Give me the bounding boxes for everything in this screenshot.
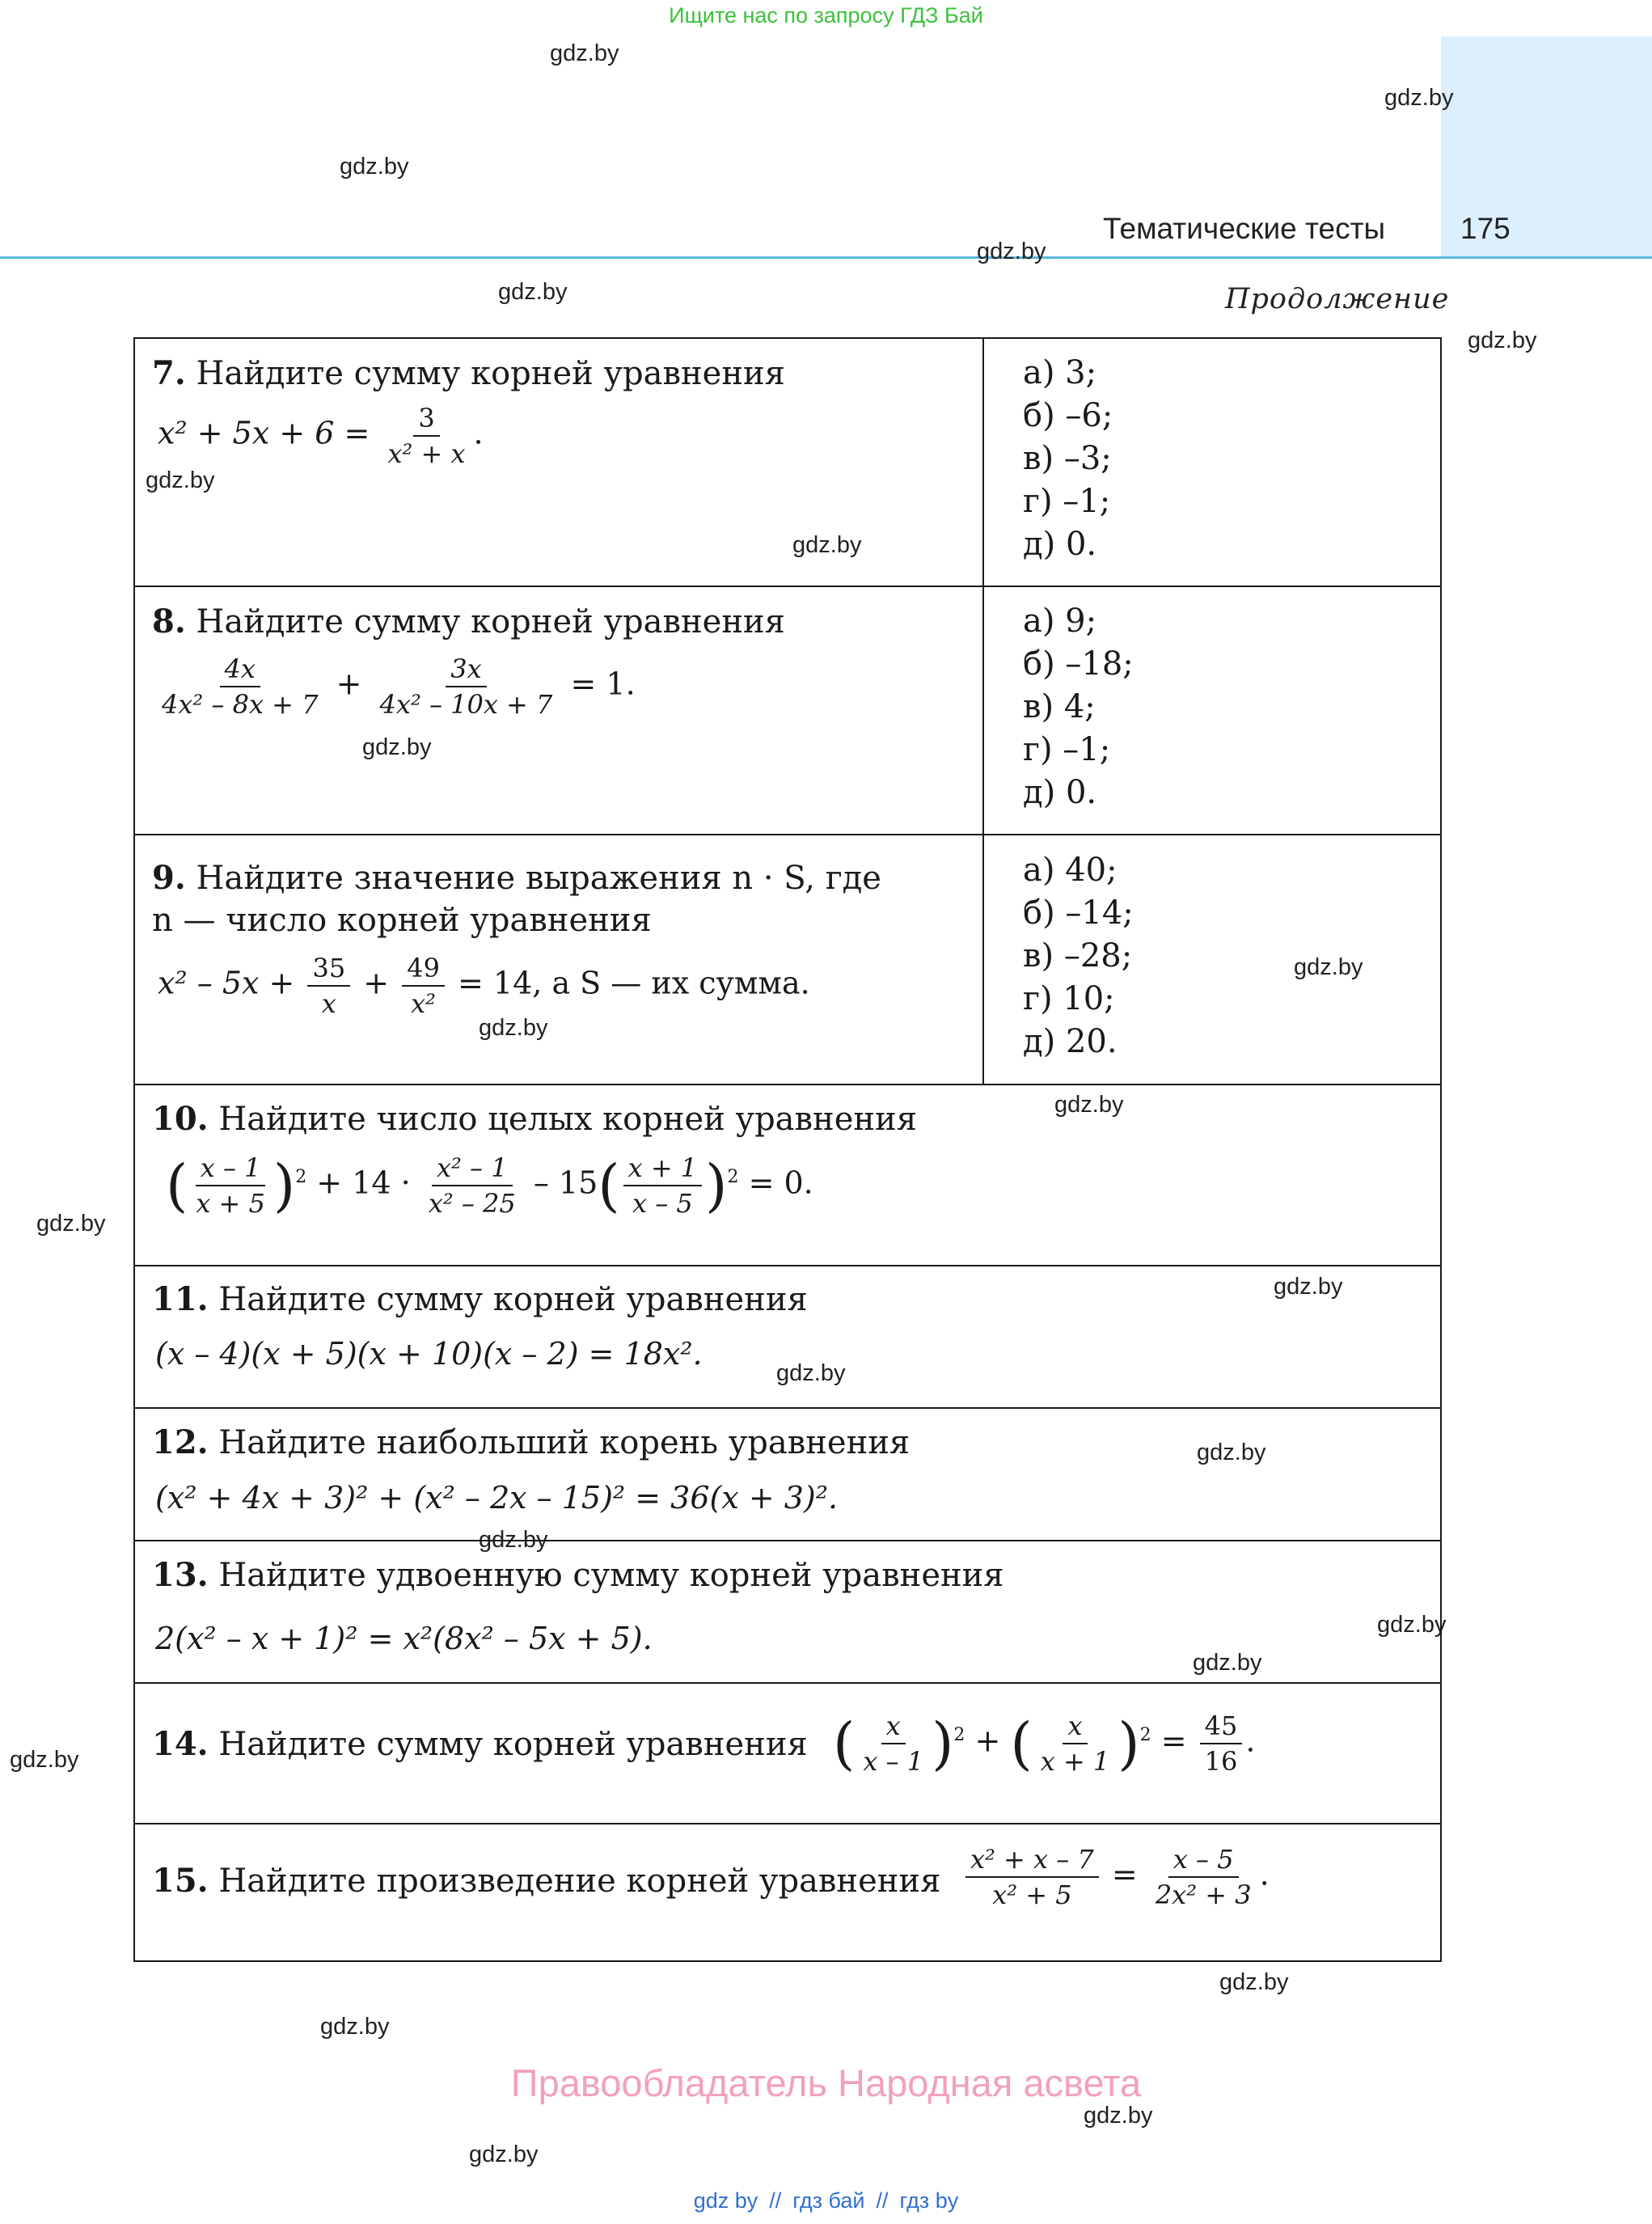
section-title: Тематические тесты (1103, 212, 1386, 245)
q8-numerator-1: 4x (220, 653, 260, 687)
q10-fraction-1 (191, 1152, 270, 1219)
q9-answer-e[interactable]: д) 20. (1023, 1023, 1118, 1060)
q9-answer-list (1023, 849, 1134, 1063)
q14-eq-end: . (1245, 1723, 1256, 1759)
watermark: gdz.by (1468, 328, 1537, 353)
watermark: gdz.by (10, 1747, 79, 1773)
q8-answer-b[interactable]: б) –18; (1023, 645, 1134, 683)
q11-text: Найдите сумму корней уравнения (218, 1281, 808, 1318)
watermark: gdz.by (469, 2142, 539, 2167)
q7-numerator: 3 (413, 403, 439, 437)
q10-eq-end: = 0. (748, 1165, 813, 1201)
header-rule (0, 256, 1652, 259)
q10-denominator-3: x – 5 (632, 1188, 693, 1219)
q14-fraction-1 (858, 1710, 928, 1777)
q10-text: Найдите число целых корней уравнения (218, 1101, 917, 1138)
q8-prompt (152, 603, 785, 641)
watermark: gdz.by (320, 2014, 390, 2040)
q7-text: Найдите сумму корней уравнения (196, 355, 785, 392)
footer-links (0, 2188, 1652, 2213)
q9-eq-end: = 14, а S — их сумма. (458, 965, 810, 1001)
q8-answer-list (1023, 600, 1134, 814)
watermark: gdz.by (550, 40, 619, 66)
q9-fraction-2 (402, 953, 445, 1019)
q15-prompt (152, 1862, 940, 1900)
footer-link-3[interactable]: гдз by (899, 2188, 959, 2213)
watermark: gdz.by (362, 734, 432, 760)
q14-equation: ( $\frac{x}{x - 1}$ )$^2$ + ( $\frac{x}{x + 1}$ )$^2$ = $\frac{45}{16}$ . (833, 1710, 1256, 1777)
q7-answer-a[interactable]: а) 3; (1023, 354, 1097, 391)
q14-fraction-3 (1200, 1710, 1243, 1777)
q7-answer-list (1023, 352, 1113, 566)
q14-prompt (152, 1725, 808, 1763)
q10-numerator-1: x – 1 (196, 1152, 266, 1186)
watermark: gdz.by (776, 1360, 846, 1386)
q7-prompt (152, 354, 785, 392)
footer-separator: // (876, 2188, 889, 2213)
watermark: gdz.by (1054, 1092, 1124, 1118)
q7-answer-c[interactable]: в) –3; (1023, 440, 1112, 477)
q14-numerator-1: x (881, 1710, 906, 1744)
q10-numerator-3: x + 1 (623, 1152, 703, 1186)
q12-number: 12. (152, 1423, 209, 1461)
watermark: gdz.by (1197, 1440, 1266, 1465)
q8-plus: + (336, 666, 362, 702)
q13-equation: 2(x² – x + 1)² = x²(8x² – 5x + 5). (155, 1621, 653, 1656)
q12-equation: (x² + 4x + 3)² + (x² – 2x – 15)² = 36(x + 3)². (155, 1480, 839, 1516)
watermark: gdz.by (977, 239, 1046, 264)
q10-mid-1: + 14 · (316, 1165, 411, 1201)
q14-plus: + (974, 1723, 1001, 1759)
q12-prompt (152, 1423, 910, 1461)
q9-answer-d[interactable]: г) 10; (1023, 980, 1115, 1017)
watermark: gdz.by (479, 1527, 548, 1553)
q10-equation: ( $\frac{x - 1}{x + 5}$ )$^2$ + 14 · $\frac{\text{x² – 1}}{\text{x² – 25}}$ – 15( $\frac{x + 1}{x - 5}$ )$^2$ = 0. (166, 1152, 813, 1219)
q7-answer-d[interactable]: г) –1; (1023, 483, 1111, 520)
q14-denominator-1: x – 1 (863, 1746, 924, 1777)
watermark: gdz.by (1274, 1274, 1343, 1300)
q8-answer-a[interactable]: а) 9; (1023, 603, 1097, 640)
watermark: gdz.by (498, 279, 568, 305)
q13-text: Найдите удвоенную сумму корней уравнения (218, 1557, 1004, 1594)
q7-denominator: x² + x (387, 438, 466, 469)
q14-numerator-3: 45 (1200, 1710, 1243, 1744)
watermark: gdz.by (340, 154, 409, 180)
q10-numerator-2: x² – 1 (432, 1152, 513, 1186)
watermark: gdz.by (479, 1015, 548, 1041)
watermark: gdz.by (792, 532, 862, 558)
page-number: 175 (1460, 212, 1510, 245)
q14-denominator-2: x + 1 (1040, 1746, 1110, 1777)
q8-numerator-2: 3x (446, 653, 486, 687)
watermark: gdz.by (1294, 954, 1363, 980)
q9-numerator-2: 49 (402, 953, 445, 987)
q14-denominator-3: 16 (1204, 1746, 1238, 1777)
q12-text: Найдите наибольший корень уравнения (218, 1424, 911, 1461)
q10-denominator-1: x + 5 (196, 1188, 265, 1219)
q15-equation (962, 1844, 1270, 1910)
q9-plus: + (363, 965, 390, 1001)
q9-answer-c[interactable]: в) –28; (1023, 937, 1133, 975)
q10-prompt (152, 1100, 917, 1138)
q15-numerator-2: x – 5 (1168, 1844, 1239, 1878)
q9-text-line1: Найдите значение выражения n · S, где (196, 860, 881, 897)
q8-denominator-1: 4x² – 8x + 7 (162, 689, 319, 720)
q11-prompt (152, 1280, 808, 1318)
q15-denominator-2: 2x² + 3 (1155, 1879, 1252, 1910)
q11-equation: (x – 4)(x + 5)(x + 10)(x – 2) = 18x². (155, 1336, 703, 1372)
q10-mid-2: – 15 (533, 1165, 598, 1201)
q15-fraction-2 (1151, 1844, 1257, 1910)
q8-equation (154, 653, 636, 720)
q9-answer-a[interactable]: а) 40; (1023, 852, 1118, 889)
q15-fraction-1 (965, 1844, 1099, 1910)
q8-answer-e[interactable]: д) 0. (1023, 774, 1097, 811)
q8-answer-c[interactable]: в) 4; (1023, 688, 1096, 725)
q9-answer-b[interactable]: б) –14; (1023, 894, 1134, 932)
q9-number: 9. (152, 859, 186, 897)
q7-number: 7. (152, 354, 186, 392)
q9-denominator-1: x (321, 988, 336, 1019)
q14-equals: = (1160, 1723, 1187, 1759)
q8-eq-end: = 1. (570, 666, 636, 702)
q11-number: 11. (152, 1280, 209, 1318)
q7-answer-e[interactable]: д) 0. (1023, 526, 1097, 563)
q14-text: Найдите сумму корней уравнения (218, 1726, 808, 1763)
watermark: gdz.by (1219, 1969, 1289, 1995)
footer-link-1[interactable]: gdz by (693, 2188, 758, 2213)
q7-eq-end: . (473, 415, 484, 451)
q8-denominator-2: 4x² – 10x + 7 (379, 689, 553, 720)
copyright-notice: Правообладатель Народная асвета (510, 2061, 1142, 2104)
top-banner[interactable]: Ищите нас по запросу ГДЗ Бай (669, 3, 983, 27)
q9-text-line2: n — число корней уравнения (152, 902, 652, 939)
q10-fraction-2 (424, 1152, 521, 1219)
q7-fraction (382, 403, 470, 469)
q8-number: 8. (152, 603, 186, 641)
q15-denominator-1: x² + 5 (992, 1879, 1072, 1910)
q13-prompt (152, 1556, 1004, 1594)
q10-fraction-3 (623, 1152, 703, 1219)
q15-number: 15. (152, 1862, 209, 1900)
q8-text: Найдите сумму корней уравнения (196, 603, 785, 641)
q9-prompt-line1 (152, 859, 881, 897)
watermark: gdz.by (146, 467, 215, 493)
q14-numerator-2: x (1063, 1710, 1087, 1744)
q10-number: 10. (152, 1100, 209, 1138)
q8-fraction-2 (375, 653, 558, 720)
q14-fraction-2 (1036, 1710, 1115, 1777)
q13-number: 13. (152, 1556, 209, 1594)
q15-equals: = (1111, 1856, 1138, 1892)
watermark: gdz.by (1384, 85, 1454, 111)
q9-eq-left: x² – 5x + (158, 965, 295, 1001)
q8-answer-d[interactable]: г) –1; (1023, 731, 1111, 768)
q7-equation (158, 403, 484, 469)
q8-fraction-1 (157, 653, 323, 720)
q9-denominator-2: x² (411, 988, 436, 1019)
q9-equation (158, 953, 810, 1019)
watermark: gdz.by (1193, 1650, 1262, 1676)
q9-numerator-1: 35 (307, 953, 350, 987)
q15-eq-end: . (1259, 1856, 1270, 1892)
q9-fraction-1 (307, 953, 350, 1019)
footer-link-2[interactable]: гдз бай (792, 2188, 865, 2213)
footer-separator: // (769, 2188, 782, 2213)
q10-denominator-2: x² – 25 (428, 1188, 516, 1219)
watermark: gdz.by (1377, 1612, 1447, 1638)
q7-eq-left: x² + 5x + 6 = (158, 415, 370, 451)
watermark: gdz.by (1084, 2103, 1153, 2129)
q15-numerator-1: x² + x – 7 (965, 1844, 1099, 1878)
q7-answer-b[interactable]: б) –6; (1023, 397, 1113, 434)
watermark: gdz.by (36, 1211, 106, 1237)
continuation-label: Продолжение (1225, 283, 1450, 315)
q15-text: Найдите произведение корней уравнения (218, 1862, 941, 1900)
q14-number: 14. (152, 1725, 209, 1763)
